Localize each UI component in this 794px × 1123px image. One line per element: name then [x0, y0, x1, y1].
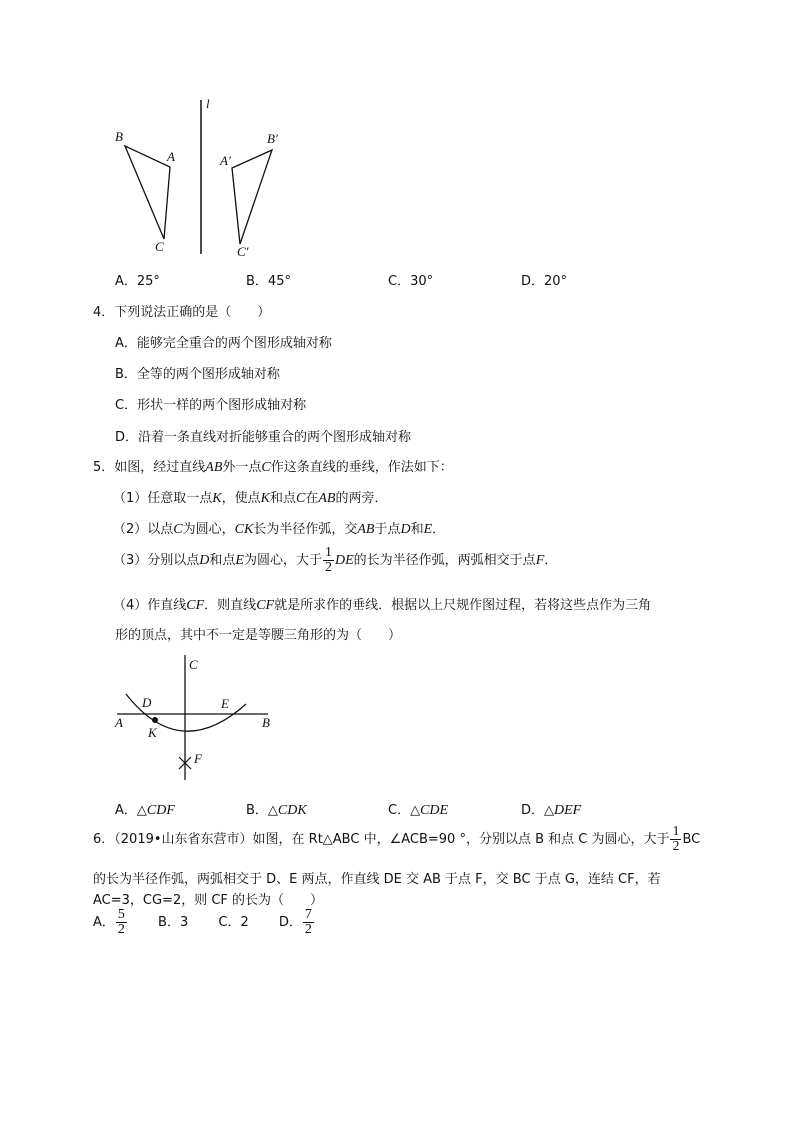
cross-f-1 [179, 757, 191, 769]
fig2-label-B: B [262, 715, 270, 730]
label-B: B [115, 129, 123, 144]
q6-option-a: A． $\frac{5}{2}$ [93, 907, 125, 937]
q5-step-1: （1）任意取一点K，使点K和点C在AB的两旁． [113, 491, 388, 506]
q5-option-d: D．△DEF [521, 803, 582, 818]
cross-f-2 [179, 757, 191, 769]
label-A-prime: A′ [220, 153, 231, 168]
label-A: A [167, 149, 175, 164]
q4-stem: 4．下列说法正确的是（ ） [93, 305, 271, 320]
q3-option-a: A．25° [115, 274, 160, 289]
triangle-abc [125, 146, 170, 239]
label-C-prime: C′ [237, 244, 249, 259]
label-B-prime: B′ [267, 131, 278, 146]
q4-option-b: B．全等的两个图形成轴对称 [115, 367, 280, 382]
q6-fraction-one-half: $\frac{1}{2}$ [672, 824, 680, 854]
triangle-abc-prime [232, 150, 272, 244]
label-l: l [206, 96, 210, 111]
q4-option-a: A．能够完全重合的两个图形成轴对称 [115, 336, 332, 351]
fig2-label-A: A [115, 715, 123, 730]
q5-option-b: B．△CDK [246, 803, 307, 818]
q5-option-a: A．△CDF [115, 803, 175, 818]
q3-option-d: D．20° [521, 274, 568, 289]
q6-options [93, 908, 315, 937]
fig2-label-F: F [194, 751, 202, 766]
q6-line-3: AC=3，CG=2，则 CF 的长为（ ） [93, 893, 324, 908]
q5-stem: 5．如图，经过直线AB外一点C作这条直线的垂线，作法如下： [93, 460, 453, 475]
fig2-label-D: D [142, 695, 152, 710]
q6-line-2: 的长为半径作弧，两弧相交于 D、E 两点，作直线 DE 交 AB 于点 F，交 BC 于点 G，连结 CF，若 [93, 872, 661, 887]
fraction-one-half: $\frac{1}{2}$ [325, 545, 332, 575]
fig2-label-C: C [189, 657, 198, 672]
label-C: C [155, 239, 164, 254]
q3-option-c: C．30° [388, 274, 434, 289]
q5-option-c: C．△CDE [388, 803, 449, 818]
fig2-label-K: K [148, 725, 157, 740]
q6-option-c: C．2 [218, 915, 249, 930]
q5-step-3: （3）分别以点D和点E为圆心，大于 $\frac{1}{2}$ DE的长为半径作弧，两弧相交于点F． [113, 545, 558, 575]
q3-option-b: B．45° [246, 274, 291, 289]
q5-step-2: （2）以点C为圆心，CK长为半径作弧，交AB于点D和E． [113, 522, 446, 537]
q4-option-d: D．沿着一条直线对折能够重合的两个图形成轴对称 [115, 430, 412, 445]
fig2-label-E: E [221, 696, 229, 711]
point-k [152, 717, 158, 723]
q5-step-4: （4）作直线CF．则直线CF就是所求作的垂线．根据以上尺规作图过程，若将这些点作为三角 [113, 598, 652, 613]
q6-line-1: 6．（2019•山东省东营市）如图，在 Rt△ABC 中，∠ACB=90 °，分别以点 B 和点 C 为圆心，大于 $\frac{1}{2}$ BC [93, 824, 701, 854]
q6-option-d: D． $\frac{7}{2}$ [278, 907, 312, 937]
q5-step-4-cont: 形的顶点，其中不一定是等腰三角形的为（ ） [115, 628, 402, 643]
q6-option-b: B．3 [158, 915, 189, 930]
q4-option-c: C．形状一样的两个图形成轴对称 [115, 398, 307, 413]
